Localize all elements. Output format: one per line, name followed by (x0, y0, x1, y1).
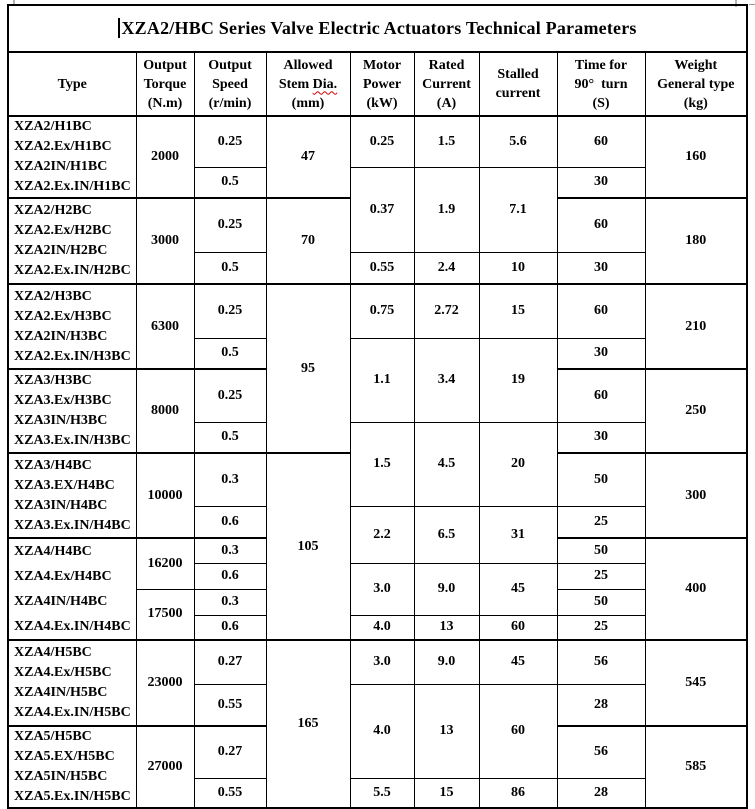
header-line: 90° turn (574, 76, 628, 92)
time-for-90-turn-cell: 30 (557, 167, 645, 198)
output-speed-cell: 0.3 (194, 453, 266, 506)
time-for-90-turn-cell: 28 (557, 684, 645, 726)
output-speed-cell: 0.3 (194, 538, 266, 563)
header-line: (N.m) (147, 95, 183, 111)
type-line: XZA3.Ex.IN/H3BC (14, 433, 131, 448)
header-line: Motor (362, 57, 402, 73)
stalled-current-cell: 20 (479, 422, 557, 506)
type-line: XZA5IN/H5BC (14, 769, 108, 784)
type-line: XZA2.Ex.IN/H3BC (14, 348, 131, 364)
output-speed-cell: 0.3 (194, 589, 266, 615)
type-cell (8, 538, 136, 640)
type-line: XZA2.Ex/H1BC (14, 139, 112, 154)
weight-cell: 210 (645, 284, 747, 369)
type-cell (8, 640, 136, 726)
rated-current-cell: 6.5 (414, 506, 479, 563)
header-line: (r/min) (208, 95, 252, 111)
type-line: XZA4/H5BC (14, 645, 92, 660)
type-line: XZA5.EX/H5BC (14, 749, 115, 764)
motor-power-cell: 1.5 (350, 422, 414, 506)
page-edge-artifact (749, 4, 755, 5)
stalled-current-cell: 60 (479, 615, 557, 640)
type-line: XZA3.Ex/H3BC (14, 393, 112, 408)
rated-current-cell: 15 (414, 778, 479, 808)
time-for-90-turn-cell: 50 (557, 453, 645, 506)
type-line: XZA4.Ex/H4BC (14, 569, 112, 584)
output-torque-cell: 8000 (136, 369, 194, 453)
type-line: XZA4.Ex.IN/H4BC (14, 619, 131, 634)
type-line: XZA5/H5BC (14, 729, 92, 744)
header-line: Speed (212, 76, 248, 92)
rated-current-cell: 4.5 (414, 422, 479, 506)
time-for-90-turn-cell: 60 (557, 198, 645, 252)
column-header-time-for-90-turn (557, 52, 645, 116)
header-line: current (495, 86, 541, 101)
column-header-weight (645, 52, 747, 116)
rated-current-cell: 9.0 (414, 563, 479, 615)
stalled-current-cell: 15 (479, 284, 557, 338)
output-speed-cell: 0.6 (194, 563, 266, 589)
motor-power-cell: 0.25 (350, 116, 414, 167)
weight-cell: 180 (645, 198, 747, 284)
type-line: XZA2.Ex/H2BC (14, 223, 112, 238)
header-line: (mm) (291, 95, 325, 111)
stalled-current-cell: 31 (479, 506, 557, 563)
column-header-type (8, 52, 136, 116)
output-torque-cell: 6300 (136, 284, 194, 369)
stalled-current-cell: 10 (479, 252, 557, 284)
motor-power-cell: 0.55 (350, 252, 414, 284)
header-line: Stem Dia. (278, 76, 338, 92)
header-line: Torque (143, 76, 187, 92)
rated-current-cell: 13 (414, 684, 479, 778)
type-line: XZA4/H4BC (14, 544, 92, 559)
type-line: XZA2IN/H3BC (14, 328, 108, 344)
output-speed-cell: 0.55 (194, 684, 266, 726)
column-header-stalled-current (479, 52, 557, 116)
header-line: (S) (592, 95, 610, 111)
type-line: XZA3IN/H3BC (14, 413, 108, 428)
column-header-motor-power (350, 52, 414, 116)
motor-power-cell: 4.0 (350, 684, 414, 778)
stalled-current-cell: 7.1 (479, 167, 557, 252)
header-line: (A) (436, 95, 457, 111)
type-line: XZA3.Ex.IN/H4BC (14, 517, 131, 533)
allowed-stem-dia-cell: 70 (266, 198, 350, 284)
header-line: Allowed (283, 57, 333, 73)
type-line: XZA3.EX/H4BC (14, 477, 115, 493)
type-line: XZA2IN/H1BC (14, 159, 108, 174)
header-line: Time for (574, 57, 628, 73)
output-speed-cell: 0.27 (194, 726, 266, 778)
type-cell (8, 369, 136, 453)
type-cell (8, 284, 136, 369)
rated-current-cell: 3.4 (414, 338, 479, 422)
motor-power-cell: 5.5 (350, 778, 414, 808)
type-cell (8, 116, 136, 198)
stalled-current-cell: 45 (479, 640, 557, 684)
type-line: XZA4.Ex/H5BC (14, 665, 112, 680)
time-for-90-turn-cell: 30 (557, 338, 645, 369)
output-torque-cell: 27000 (136, 726, 194, 808)
type-line: XZA2.Ex.IN/H1BC (14, 179, 131, 194)
output-speed-cell: 0.27 (194, 640, 266, 684)
parameters-table (7, 4, 748, 809)
type-line: XZA2/H1BC (14, 119, 92, 134)
rated-current-cell: 1.9 (414, 167, 479, 252)
allowed-stem-dia-cell: 95 (266, 284, 350, 453)
output-speed-cell: 0.6 (194, 506, 266, 538)
table-row (8, 284, 747, 338)
time-for-90-turn-cell: 60 (557, 369, 645, 422)
motor-power-cell: 3.0 (350, 563, 414, 615)
rated-current-cell: 9.0 (414, 640, 479, 684)
type-cell (8, 198, 136, 284)
header-line: (kg) (683, 95, 708, 111)
time-for-90-turn-cell: 28 (557, 778, 645, 808)
weight-cell: 545 (645, 640, 747, 726)
header-line: (kW) (366, 95, 398, 111)
motor-power-cell: 2.2 (350, 506, 414, 563)
header-line: Type (57, 76, 87, 92)
allowed-stem-dia-cell: 105 (266, 453, 350, 640)
header-line: Stalled (497, 67, 539, 82)
output-torque-cell: 10000 (136, 453, 194, 538)
header-line: Output (143, 57, 187, 73)
time-for-90-turn-cell: 50 (557, 589, 645, 615)
motor-power-cell: 1.1 (350, 338, 414, 422)
time-for-90-turn-cell: 50 (557, 538, 645, 563)
output-speed-cell: 0.5 (194, 167, 266, 198)
column-header-output-speed (194, 52, 266, 116)
output-speed-cell: 0.5 (194, 422, 266, 453)
type-cell (8, 726, 136, 808)
type-line: XZA3IN/H4BC (14, 497, 108, 513)
rated-current-cell: 13 (414, 615, 479, 640)
output-torque-cell: 16200 (136, 538, 194, 589)
type-line: XZA4IN/H5BC (14, 685, 108, 700)
table-title-row (8, 5, 747, 52)
column-header-rated-current (414, 52, 479, 116)
time-for-90-turn-cell: 25 (557, 615, 645, 640)
column-header-output-torque (136, 52, 194, 116)
table-row (8, 640, 747, 684)
weight-cell: 160 (645, 116, 747, 198)
column-header-allowed-stem-dia (266, 52, 350, 116)
weight-cell: 250 (645, 369, 747, 453)
header-line: General type (657, 76, 735, 92)
motor-power-cell: 0.75 (350, 284, 414, 338)
stalled-current-cell: 19 (479, 338, 557, 422)
weight-cell: 585 (645, 726, 747, 808)
output-torque-cell: 17500 (136, 589, 194, 640)
header-line: Current (422, 76, 471, 92)
time-for-90-turn-cell: 56 (557, 640, 645, 684)
type-line: XZA5.Ex.IN/H5BC (14, 789, 131, 804)
type-line: XZA4.Ex.IN/H5BC (14, 705, 131, 720)
allowed-stem-dia-cell: 165 (266, 640, 350, 808)
time-for-90-turn-cell: 25 (557, 563, 645, 589)
output-speed-cell: 0.25 (194, 284, 266, 338)
output-speed-cell: 0.25 (194, 116, 266, 167)
motor-power-cell: 3.0 (350, 640, 414, 684)
output-speed-cell: 0.25 (194, 198, 266, 252)
rated-current-cell: 2.4 (414, 252, 479, 284)
weight-cell: 300 (645, 453, 747, 538)
table-title-text: XZA2/HBC Series Valve Electric Actuators Technical Parameters (121, 18, 637, 38)
output-torque-cell: 2000 (136, 116, 194, 198)
header-line: Rated (428, 57, 465, 73)
type-line: XZA2IN/H2BC (14, 243, 108, 258)
header-line: Output (208, 57, 252, 73)
output-speed-cell: 0.55 (194, 778, 266, 808)
time-for-90-turn-cell: 25 (557, 506, 645, 538)
type-line: XZA3/H3BC (14, 373, 92, 388)
output-torque-cell: 3000 (136, 198, 194, 284)
table-row (8, 116, 747, 167)
type-line: XZA4IN/H4BC (14, 594, 108, 609)
weight-cell: 400 (645, 538, 747, 640)
time-for-90-turn-cell: 30 (557, 422, 645, 453)
output-speed-cell: 0.5 (194, 252, 266, 284)
table-body (8, 5, 747, 808)
type-line: XZA2/H3BC (14, 288, 92, 304)
rated-current-cell: 2.72 (414, 284, 479, 338)
motor-power-cell: 4.0 (350, 615, 414, 640)
output-speed-cell: 0.25 (194, 369, 266, 422)
time-for-90-turn-cell: 60 (557, 116, 645, 167)
type-line: XZA2.Ex.IN/H2BC (14, 263, 131, 278)
output-speed-cell: 0.6 (194, 615, 266, 640)
type-line: XZA2/H2BC (14, 203, 92, 218)
stalled-current-cell: 86 (479, 778, 557, 808)
type-cell (8, 453, 136, 538)
stalled-current-cell: 60 (479, 684, 557, 778)
header-line: Power (362, 76, 402, 92)
motor-power-cell: 0.37 (350, 167, 414, 252)
misspelled-word: Dia. (312, 76, 338, 92)
stalled-current-cell: 45 (479, 563, 557, 615)
stalled-current-cell: 5.6 (479, 116, 557, 167)
output-speed-cell: 0.5 (194, 338, 266, 369)
header-row (8, 52, 747, 116)
time-for-90-turn-cell: 60 (557, 284, 645, 338)
rated-current-cell: 1.5 (414, 116, 479, 167)
table-title (8, 5, 747, 52)
type-line: XZA3/H4BC (14, 457, 92, 473)
time-for-90-turn-cell: 30 (557, 252, 645, 284)
output-torque-cell: 23000 (136, 640, 194, 726)
time-for-90-turn-cell: 56 (557, 726, 645, 778)
allowed-stem-dia-cell: 47 (266, 116, 350, 198)
type-line: XZA2.Ex/H3BC (14, 308, 112, 324)
header-line: Weight (674, 57, 718, 73)
